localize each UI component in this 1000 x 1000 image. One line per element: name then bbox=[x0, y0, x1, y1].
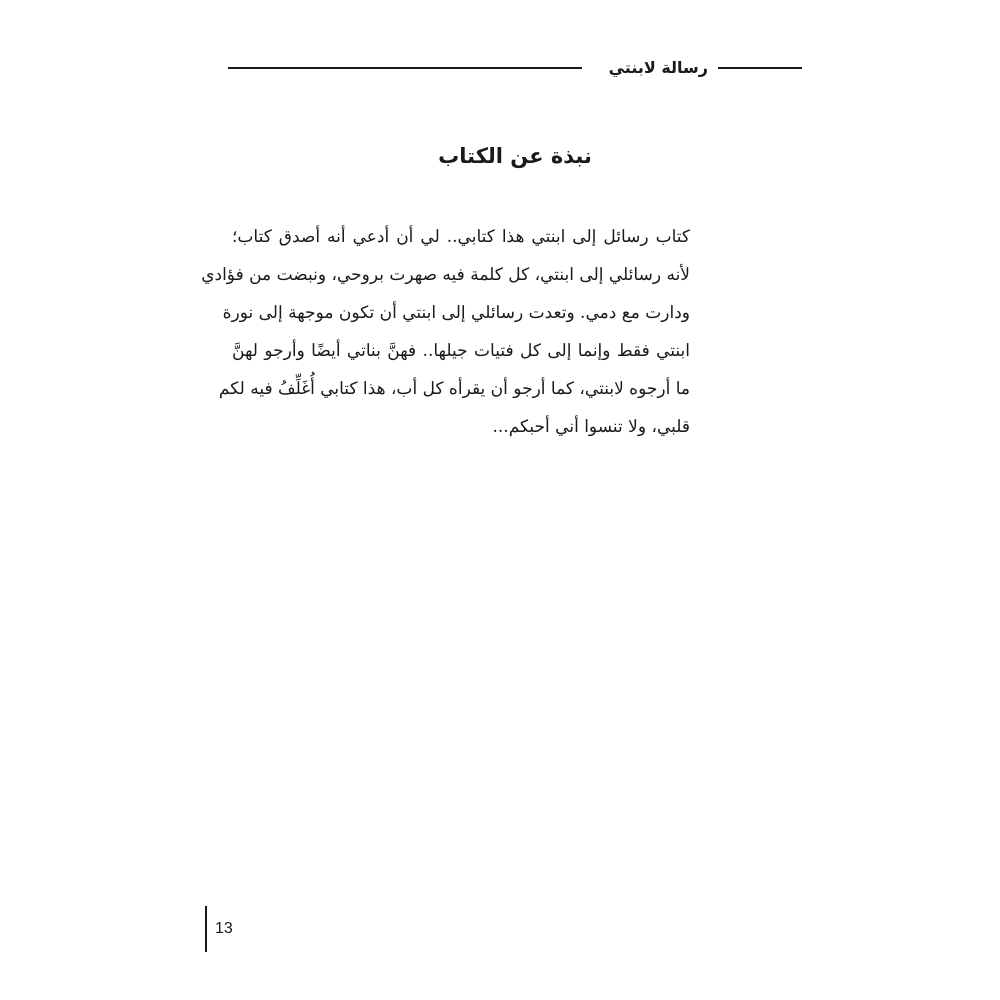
paragraph-line: ما أرجوه لابنتي، كما أرجو أن يقرأه كل أب، هذا كتابي أُغَلِّفُ فيه لكم bbox=[218, 379, 690, 399]
section-heading: نبذة عن الكتاب bbox=[438, 144, 592, 168]
paragraph-line: ودارت مع دمي. وتعدت رسائلي إلى ابنتي أن تكون موجهة إلى نورة bbox=[222, 303, 690, 323]
header-rule-left bbox=[228, 67, 582, 69]
page-number-folio bbox=[205, 906, 233, 952]
paragraph-line-last: قلبي، ولا تنسوا أني أحبكم... bbox=[492, 417, 690, 437]
page-number: 13 bbox=[215, 920, 233, 937]
body-paragraph bbox=[201, 218, 690, 446]
paragraph-line: كتاب رسائل إلى ابنتي هذا كتابي.. لي أن أدعي أنه أصدق كتاب؛ bbox=[232, 227, 690, 247]
running-header bbox=[228, 56, 802, 80]
paragraph-line: ابنتي فقط وإنما إلى كل فتيات جيلها.. فهنَّ بناتي أيضًا وأرجو لهنَّ bbox=[232, 341, 690, 361]
running-title: رسالة لابنتي bbox=[608, 58, 708, 77]
header-rule-right bbox=[718, 67, 802, 69]
paragraph-line: لأنه رسائلي إلى ابنتي، كل كلمة فيه صهرت بروحي، ونبضت من فؤادي bbox=[201, 265, 690, 285]
